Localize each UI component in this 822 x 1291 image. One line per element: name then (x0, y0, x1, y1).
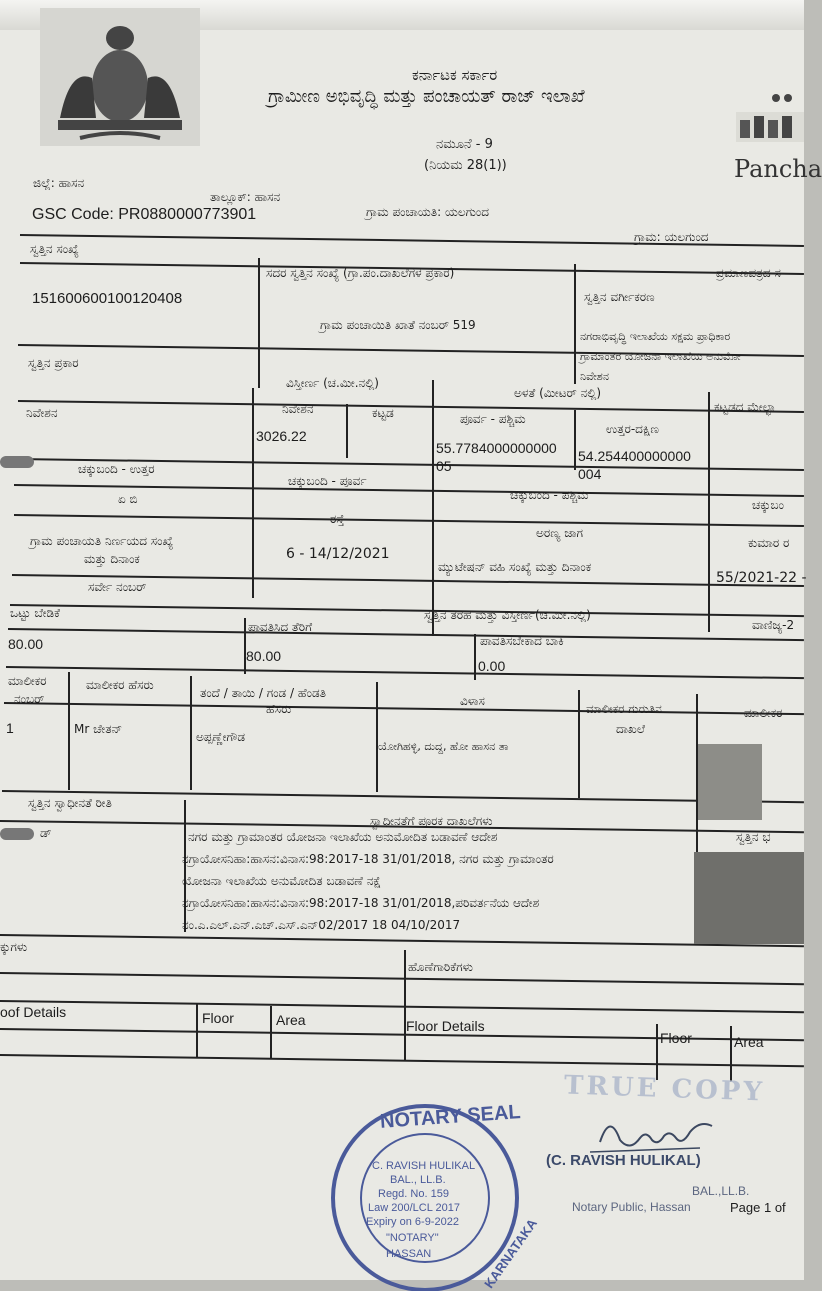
table-line (270, 1006, 272, 1058)
seal-line-3: Regd. No. 159 (378, 1188, 449, 1200)
table-line (432, 380, 434, 636)
site-label: ನಿವೇಶನ (282, 402, 314, 416)
table-line (574, 410, 576, 470)
owner-row-address: ಯೋಗಿಹಳ್ಳಿ, ದುದ್ದ, ಹೋ ಹಾಸನ ತಾ (378, 740, 509, 753)
building-floor-label: ಕಟ್ಟಡದ ಮೇಲ್ಛಾ (714, 400, 776, 414)
resolution-value: 6 - 14/12/2021 (286, 546, 390, 562)
table-line (18, 400, 804, 412)
parent-name-label-2: ಹೆಸರು (266, 702, 292, 716)
roof-details-label: oof Details (0, 1004, 67, 1020)
owner-number-label: ಮಾಲೀಕರ (8, 674, 47, 688)
east-west-label: ಪೂರ್ವ - ಪಶ್ಚಿಮ (460, 412, 526, 426)
page-number: Page 1 of (730, 1200, 786, 1215)
owner-row-number: 1 (6, 720, 14, 736)
table-line (6, 666, 804, 679)
table-line (0, 972, 804, 985)
area-label: Area (276, 1012, 306, 1028)
binder-pin-icon (0, 456, 34, 468)
boundary-west-value: ಅರಣ್ಯ ಜಾಗ (536, 526, 584, 540)
floor-label-2: Floor (660, 1030, 692, 1046)
property-id-value: 15160060010012040‌8 (32, 290, 183, 307)
tax-paid-label: ಪಾವತಿಸಿದ ತೆರಿಗೆ (248, 620, 313, 634)
table-line (578, 690, 580, 798)
survey-label: ಸರ್ವೇ ನಂಬರ್ (88, 580, 147, 594)
floor-label: Floor (202, 1010, 234, 1026)
signature-icon (590, 1112, 720, 1156)
table-line (10, 604, 804, 617)
table-line (196, 1004, 198, 1058)
seal-line-7: HASSAN (386, 1248, 432, 1260)
boundary-south-value: ಕುಮಾರ ರ (748, 536, 790, 550)
sada-value: ಗ್ರಾಮ ಪಂಚಾಯಿತಿ ಖಾತೆ ನಂಬರ್ 519 (320, 318, 476, 332)
table-line (4, 702, 804, 715)
tax-paid-value: 80.00 (246, 648, 282, 664)
nature-value: ವಾಣಿಜ್ಯ-2 (752, 618, 795, 632)
resolution-label-2: ಮತ್ತು ದಿನಾಂಕ (84, 552, 140, 566)
total-demand-value: 80.00 (8, 636, 44, 652)
table-line (404, 950, 406, 1060)
sada-label: ಸದರ ಸ್ವತ್ತಿನ ಸಂಖ್ಯೆ (ಗ್ರಾ.ಪಂ.ದಾಖಲೆಗಳ ಪ್ರಕಾರ) (266, 266, 455, 280)
table-line (346, 404, 348, 458)
east-west-value-cont: 05 (436, 458, 452, 474)
due-value: 0.00 (478, 658, 506, 674)
table-line (2, 790, 804, 803)
seal-ring-side: KARNATAKA (481, 1215, 540, 1291)
table-line (14, 514, 804, 527)
table-line (68, 672, 70, 790)
table-line (244, 618, 246, 674)
total-demand-label: ಒಟ್ಟು ಬೇಡಿಕೆ (10, 606, 60, 620)
boundary-north-value: ಏ ಬಿ (118, 492, 138, 506)
table-line (0, 1054, 804, 1067)
supporting-doc-line-2: ನಗ್ರಾಯೋಸನಿಹಾ:ಹಾಸನ:ವಿನಾಸ:98:2017-18 31/01/2018, ನಗರ ಮತ್ತು ಗ್ರಾಮಾಂತರ (182, 852, 554, 866)
taluk: ತಾಲ್ಲೂಕ್: ಹಾಸನ (210, 190, 281, 204)
mutation-value: 55/2021-22 - (716, 570, 807, 586)
village: ಗ್ರಾಮ: ಯಲಗುಂದ (634, 230, 709, 244)
north-south-label: ಉತ್ತರ-ದಕ್ಷಿಣ (606, 422, 659, 436)
notary-title: Notary Public, Hassan (572, 1200, 691, 1214)
parent-name-label: ತಂದೆ / ತಾಯಿ / ಗಂಡ / ಹೆಂಡತಿ (200, 686, 326, 700)
property-id-label: ಸ್ವತ್ತಿನ ಸಂಖ್ಯೆ (30, 242, 79, 256)
id-proof-label-2: ದಾಖಲೆ (616, 722, 645, 736)
table-line (258, 258, 260, 388)
supporting-doc-line-1: ನಗರ ಮತ್ತು ಗ್ರಾಮಾಂತರ ಯೋಜನಾ ಇಲಾಖೆಯ ಅನುಮೋದಿತ ಬಡಾವಣೆ ಆದೇಶ (188, 830, 498, 844)
mutation-label: ಮ್ಯುಟೇಷನ್ ವಹಿ ಸಂಖ್ಯೆ ಮತ್ತು ದಿನಾಂಕ (438, 560, 592, 574)
true-copy-stamp: TRUE COPY (563, 1070, 766, 1108)
owner-number-label-2: ನಂಬರ್ (14, 692, 45, 706)
supporting-doc-line-3: ಯೋಜನಾ ಇಲಾಖೆಯ ಅನುಮೋದಿತ ಬಡಾವಣೆ ನಕ್ಷೆ (182, 874, 382, 888)
brand-text: Pancha (734, 155, 822, 183)
binder-pin-icon (0, 828, 34, 840)
acquisition-method-value: ಡ್ (40, 826, 52, 840)
north-south-value-cont: 004 (578, 466, 602, 482)
table-line (0, 1000, 804, 1013)
nature-label: ಸ್ವತ್ತಿನ ತರಹ ಮತ್ತು ವಿಸ್ತೀರ್ಣ(ಚ.ಮೀ.ನಲ್ಲಿ) (424, 608, 591, 622)
rule-reference: (ನಿಯಮ 28(1)) (424, 158, 507, 173)
table-line (190, 676, 192, 790)
area-label: ವಿಸ್ತೀರ್ಣ (ಚ.ಮೀ.ನಲ್ಲಿ) (286, 376, 379, 390)
table-line (8, 628, 804, 641)
classification-value-line1: ನಗರಾಭಿವೃದ್ಧಿ ಇಲಾಖೆಯ ಸಕ್ಷಮ ಪ್ರಾಧಿಕಾರ (580, 330, 731, 343)
resolution-label: ಗ್ರಾಮ ಪಂಚಾಯತಿ ನಿರ್ಣಯದ ಸಂಖ್ಯೆ (30, 534, 174, 548)
table-line (730, 1026, 732, 1082)
seal-line-6: "NOTARY" (386, 1232, 439, 1244)
notary-name: (C. RAVISH HULIKAL) (546, 1152, 701, 1169)
boundary-north-label: ಚಕ್ಕುಬಂದಿ - ಉತ್ತರ (78, 462, 155, 476)
supporting-doc-line-4: ನಗ್ರಾಯೋಸನಿಹಾ:ಹಾಸನ:ವಿನಾಸ:98:2017-18 31/01/2018,ಪರಿವರ್ತನೆಯ ಆದೇಶ (182, 896, 540, 910)
notary-degree: BAL.,LL.B. (692, 1184, 750, 1198)
classification-value-line3: ನಿವೇಶನ (580, 370, 609, 383)
property-type-label: ಸ್ವತ್ತಿನ ಪ್ರಕಾರ (28, 356, 79, 370)
table-line (0, 934, 804, 947)
gsc-code: GSC Code: PR0880000773901 (32, 206, 257, 223)
table-line (574, 264, 576, 384)
owner-photo-label: ಮಾಲೀಕರ (744, 706, 783, 720)
state-title: ಕರ್ನಾಟಕ ಸರ್ಕಾರ (412, 66, 498, 84)
site-area-value: 3026.22 (256, 428, 307, 444)
id-proof-label: ಮಾಲೀಕರ ಗುರುತಿನ (586, 702, 662, 716)
north-south-value: 54.254400000000 (578, 448, 691, 464)
property-photo (694, 852, 804, 944)
seal-line-4: Law 200/LCL 2017 (368, 1202, 460, 1214)
seal-line-2: BAL., LL.B. (390, 1174, 446, 1186)
table-line (708, 392, 710, 632)
seal-line-1: C. RAVISH HULIKAL (372, 1160, 476, 1172)
acquisition-method-label: ಸ್ವತ್ತಿನ ಸ್ವಾಧೀನತೆ ರೀತಿ (28, 796, 112, 810)
classification-label: ಸ್ವತ್ತಿನ ವರ್ಗೀಕರಣ (584, 290, 655, 304)
boundary-west-label: ಚಕ್ಕುಬಂದಿ - ಪಶ್ಚಿಮ (510, 488, 589, 502)
table-line (376, 682, 378, 792)
east-west-value: 55.7784000000000 (436, 440, 557, 456)
table-line (252, 388, 254, 598)
boundary-south-label: ಚಕ್ಕುಬಂ (752, 498, 784, 512)
liabilities-label: ಹೊಣೆಗಾರಿಕೆಗಳು (408, 960, 473, 974)
supporting-docs-label: ಸ್ವಾಧೀನತೆಗೆ ಪೂರಕ ದಾಖಲೆಗಳು (370, 814, 493, 828)
boundary-east-value: ರಸ್ತೆ (330, 512, 345, 526)
building-label: ಕಟ್ಟಡ (372, 406, 394, 420)
property-type-value: ನಿವೇಶನ (26, 406, 58, 420)
department-title: ಗ್ರಾಮೀಣ ಅಭಿವೃದ್ಧಿ ಮತ್ತು ಪಂಚಾಯತ್ ರಾಜ್ ಇಲಾಖೆ (268, 86, 585, 107)
rights-label: ಕ್ಕುಗಳು (0, 940, 28, 954)
seal-ring-top: NOTARY SEAL (379, 1101, 522, 1133)
panchatantra-logo-icon (736, 92, 804, 152)
floor-details-label: Floor Details (406, 1018, 485, 1034)
area-label-2: Area (734, 1034, 764, 1050)
owner-photo (698, 744, 762, 820)
supporting-doc-line-5: ನಂ.ಎ.ಎಲ್.ಎನ್.ಎಚ್.ಎಸ್.ಎನ್02/2017 18 04/10/2017 (182, 918, 461, 932)
table-line (656, 1024, 658, 1080)
address-label: ವಿಳಾಸ (460, 694, 485, 708)
owner-row-name: Mr ಚೇತನ್ (74, 722, 123, 736)
dimension-label: ಅಳತೆ (ಮೀಟರ್ ನಲ್ಲಿ) (514, 386, 602, 400)
boundary-east-label: ಚಕ್ಕುಬಂದಿ - ಪೂರ್ವ (288, 474, 367, 488)
form-number: ನಮೂನೆ - 9 (436, 137, 493, 152)
owner-row-parent: ಅಪ್ಪಣ್ಣೇಗೌಡ (196, 730, 246, 744)
gram-panchayat: ಗ್ರಾಮ ಪಂಚಾಯತಿ: ಯಲಗುಂದ (366, 205, 489, 219)
classification-value-line2: ಗ್ರಾಮಾಂತರ ಯೋಜನಾ ಇಲಾಖೆಯ ಅನುಮೋ (580, 350, 741, 363)
seal-line-5: Expiry on 6-9-2022 (366, 1216, 459, 1228)
property-photo-label: ಸ್ವತ್ತಿನ ಭ (736, 830, 771, 844)
due-label: ಪಾವತಿಸಬೇಕಾದ ಬಾಕಿ (480, 634, 564, 648)
table-line (474, 634, 476, 680)
owner-name-label: ಮಾಲೀಕರ ಹೆಸರು (86, 678, 154, 692)
certificate-label: ಪ್ರಮಾಣಪತ್ರದ ಸ (716, 266, 781, 280)
district: ಜಿಲ್ಲೆ: ಹಾಸನ (33, 176, 85, 190)
karnataka-emblem-icon (40, 8, 200, 146)
